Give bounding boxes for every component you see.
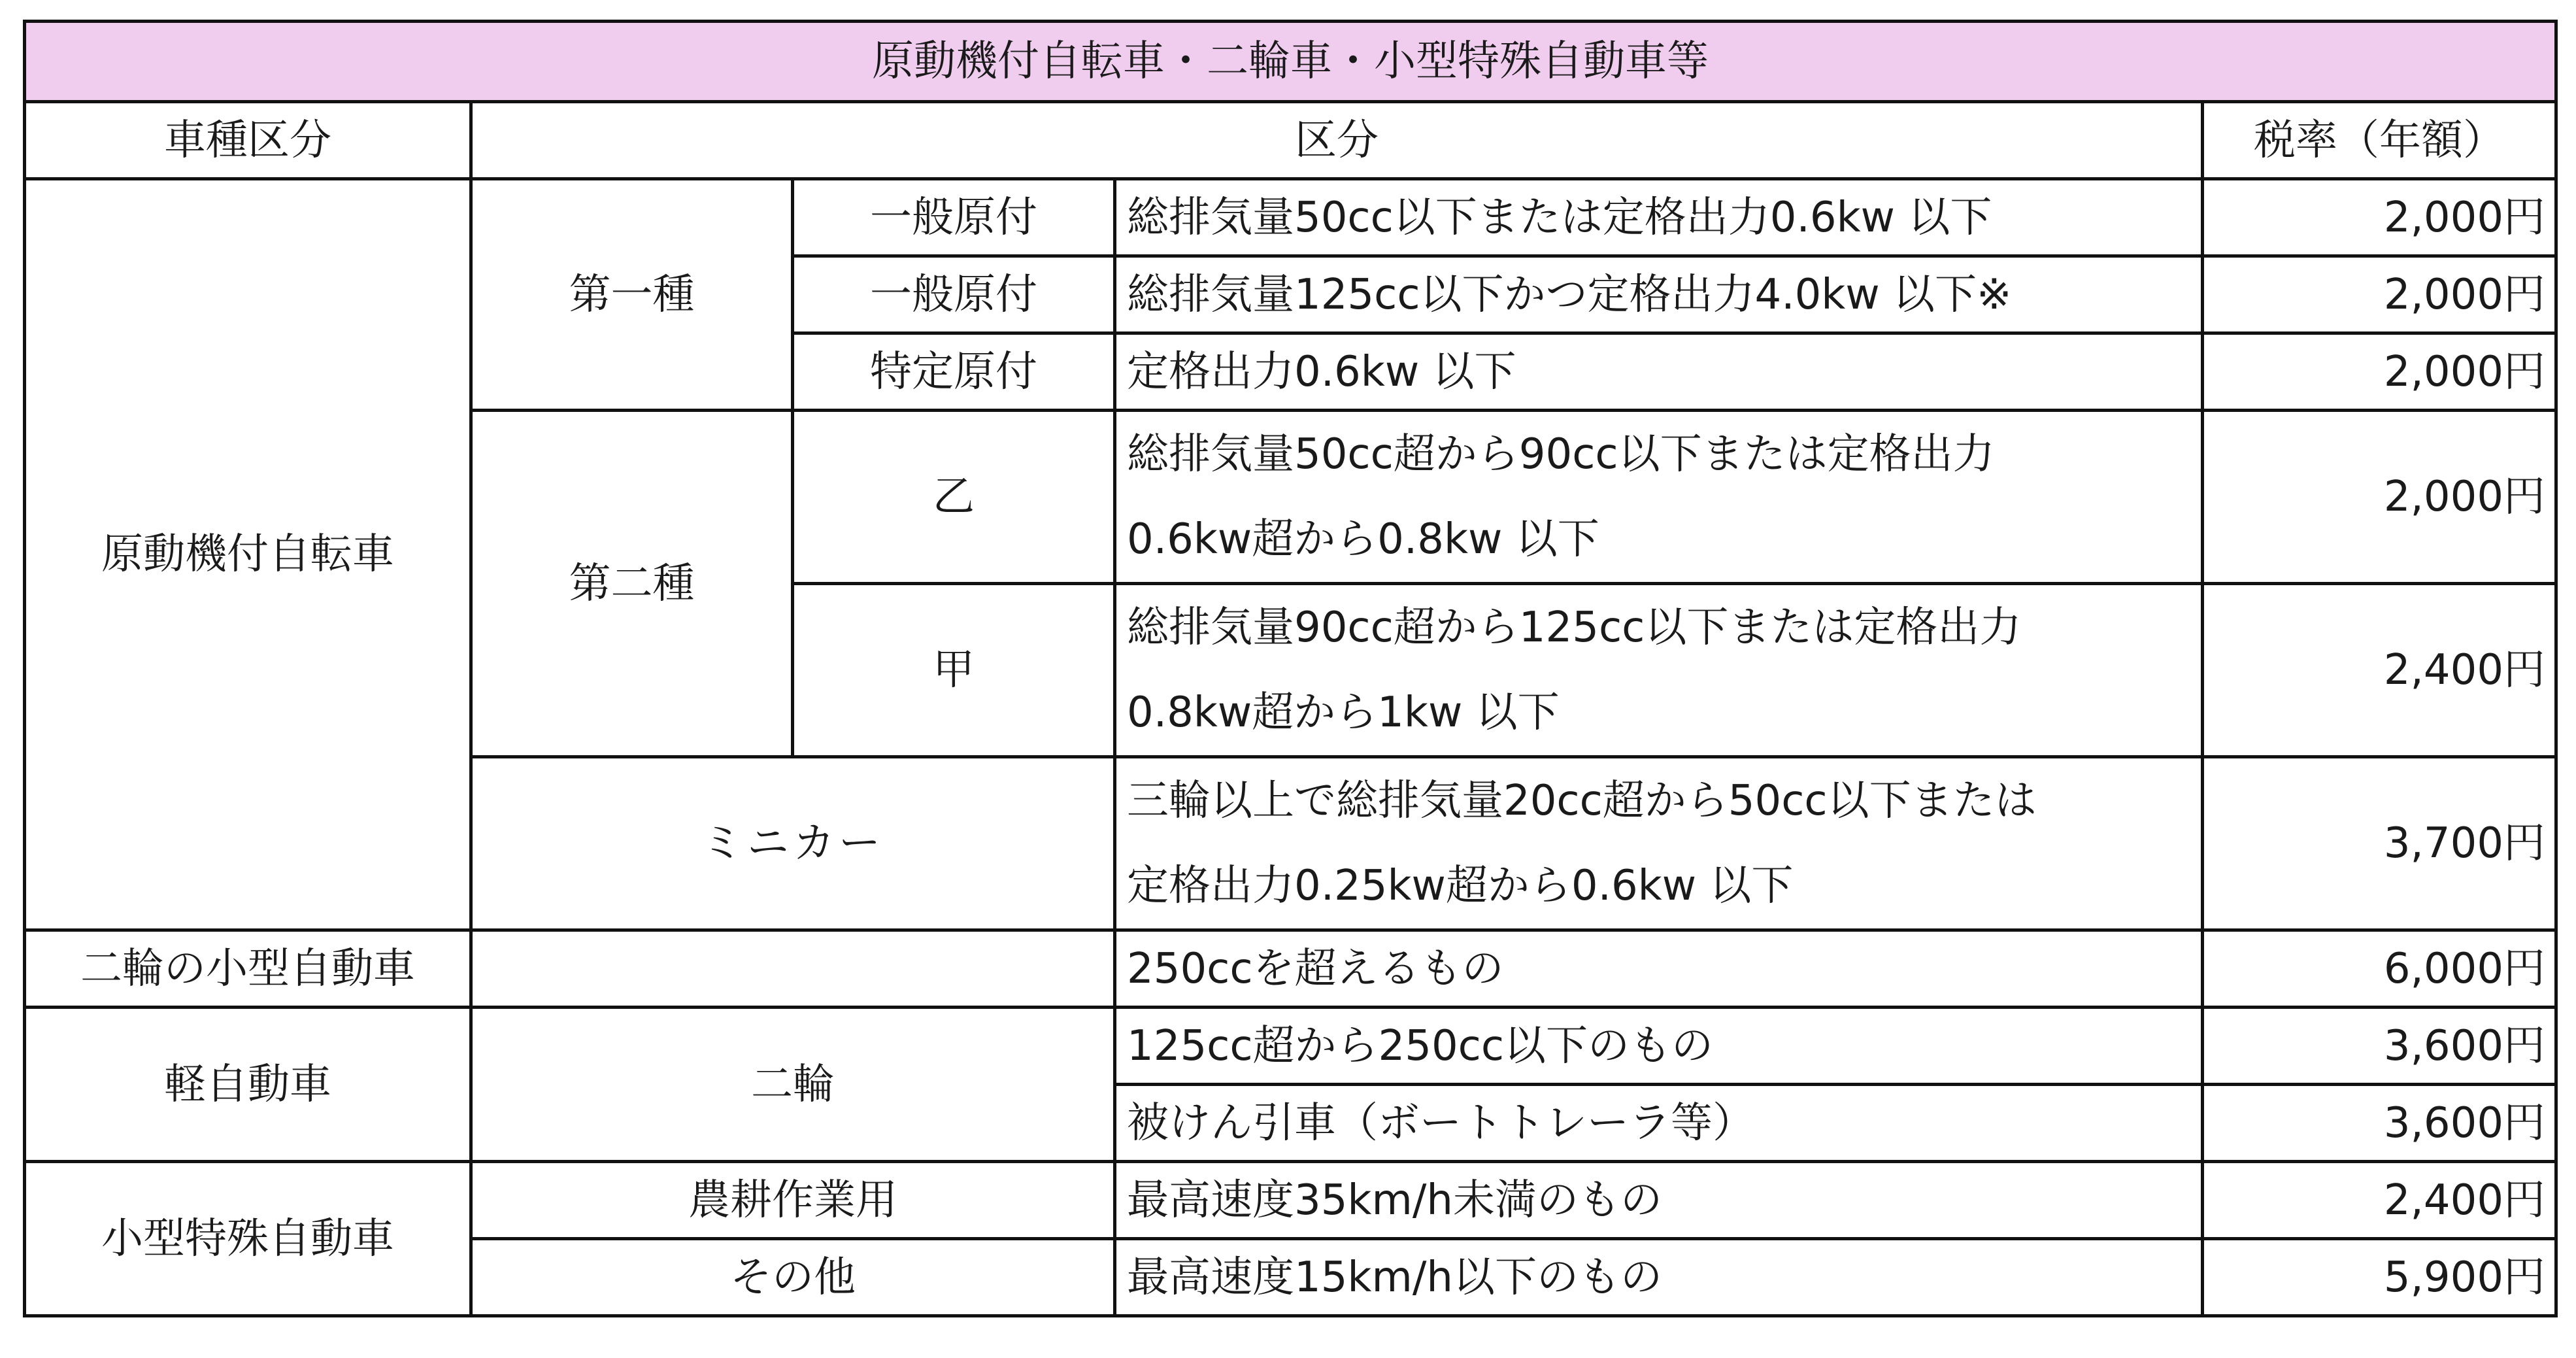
group-light-vehicle: 軽自動車 [25, 1008, 471, 1162]
header-category: 区分 [471, 102, 2203, 179]
description-line-2: 定格出力0.25kw超から0.6kw 以下 [1127, 862, 1794, 910]
tax-rate: 3,600円 [2203, 1085, 2556, 1162]
description [1115, 757, 2203, 930]
table-row [25, 1008, 2556, 1085]
description-line-2: 0.8kw超から1kw 以下 [1127, 688, 1560, 737]
description-line-1: 総排気量50cc超から90cc以下または定格出力 [1127, 430, 1995, 479]
description [1115, 411, 2203, 584]
tax-rate: 2,000円 [2203, 256, 2556, 333]
description: 最高速度35km/h未満のもの [1115, 1162, 2203, 1239]
sub-category: 一般原付 [793, 179, 1115, 256]
sub-category: 農耕作業用 [471, 1162, 1115, 1239]
tax-rate: 6,000円 [2203, 930, 2556, 1008]
group-light-two-wheel: 二輪 [471, 1008, 1115, 1162]
group-small-two-wheel: 二輪の小型自動車 [25, 930, 471, 1008]
description: 総排気量50cc以下または定格出力0.6kw 以下 [1115, 179, 2203, 256]
tax-rate: 2,400円 [2203, 584, 2556, 757]
description: 125cc超から250cc以下のもの [1115, 1008, 2203, 1085]
description: 定格出力0.6kw 以下 [1115, 333, 2203, 411]
tax-rate: 3,700円 [2203, 757, 2556, 930]
tax-rate: 3,600円 [2203, 1008, 2556, 1085]
table-row [25, 930, 2556, 1008]
sub-category: 甲 [793, 584, 1115, 757]
group-small-special: 小型特殊自動車 [25, 1162, 471, 1316]
empty-cell [471, 930, 1115, 1008]
sub-category: その他 [471, 1239, 1115, 1316]
description [1115, 584, 2203, 757]
sub-category: 特定原付 [793, 333, 1115, 411]
description: 総排気量125cc以下かつ定格出力4.0kw 以下※ [1115, 256, 2203, 333]
group-moped: 原動機付自転車 [25, 179, 471, 930]
header-tax-rate: 税率（年額） [2203, 102, 2556, 179]
tax-rate: 5,900円 [2203, 1239, 2556, 1316]
description: 250ccを超えるもの [1115, 930, 2203, 1008]
tax-rate: 2,400円 [2203, 1162, 2556, 1239]
group-class2: 第二種 [471, 411, 793, 757]
sub-category: 乙 [793, 411, 1115, 584]
table-title: 原動機付自転車・二輪車・小型特殊自動車等 [25, 22, 2556, 102]
tax-rate: 2,000円 [2203, 333, 2556, 411]
tax-rate: 2,000円 [2203, 179, 2556, 256]
table-row [25, 1162, 2556, 1239]
group-minicar: ミニカー [471, 757, 1115, 930]
description-line-2: 0.6kw超から0.8kw 以下 [1127, 515, 1599, 564]
description: 被けん引車（ボートトレーラ等） [1115, 1085, 2203, 1162]
table-title-row [25, 22, 2556, 102]
group-class1: 第一種 [471, 179, 793, 411]
table-header-row [25, 102, 2556, 179]
tax-rate-table [23, 20, 2558, 1317]
tax-rate: 2,000円 [2203, 411, 2556, 584]
description-line-1: 総排気量90cc超から125cc以下または定格出力 [1127, 603, 2022, 652]
sub-category: 一般原付 [793, 256, 1115, 333]
description: 最高速度15km/h以下のもの [1115, 1239, 2203, 1316]
header-vehicle-type: 車種区分 [25, 102, 471, 179]
description-line-1: 三輪以上で総排気量20cc超から50cc以下または [1127, 777, 2037, 825]
table-row [25, 179, 2556, 256]
